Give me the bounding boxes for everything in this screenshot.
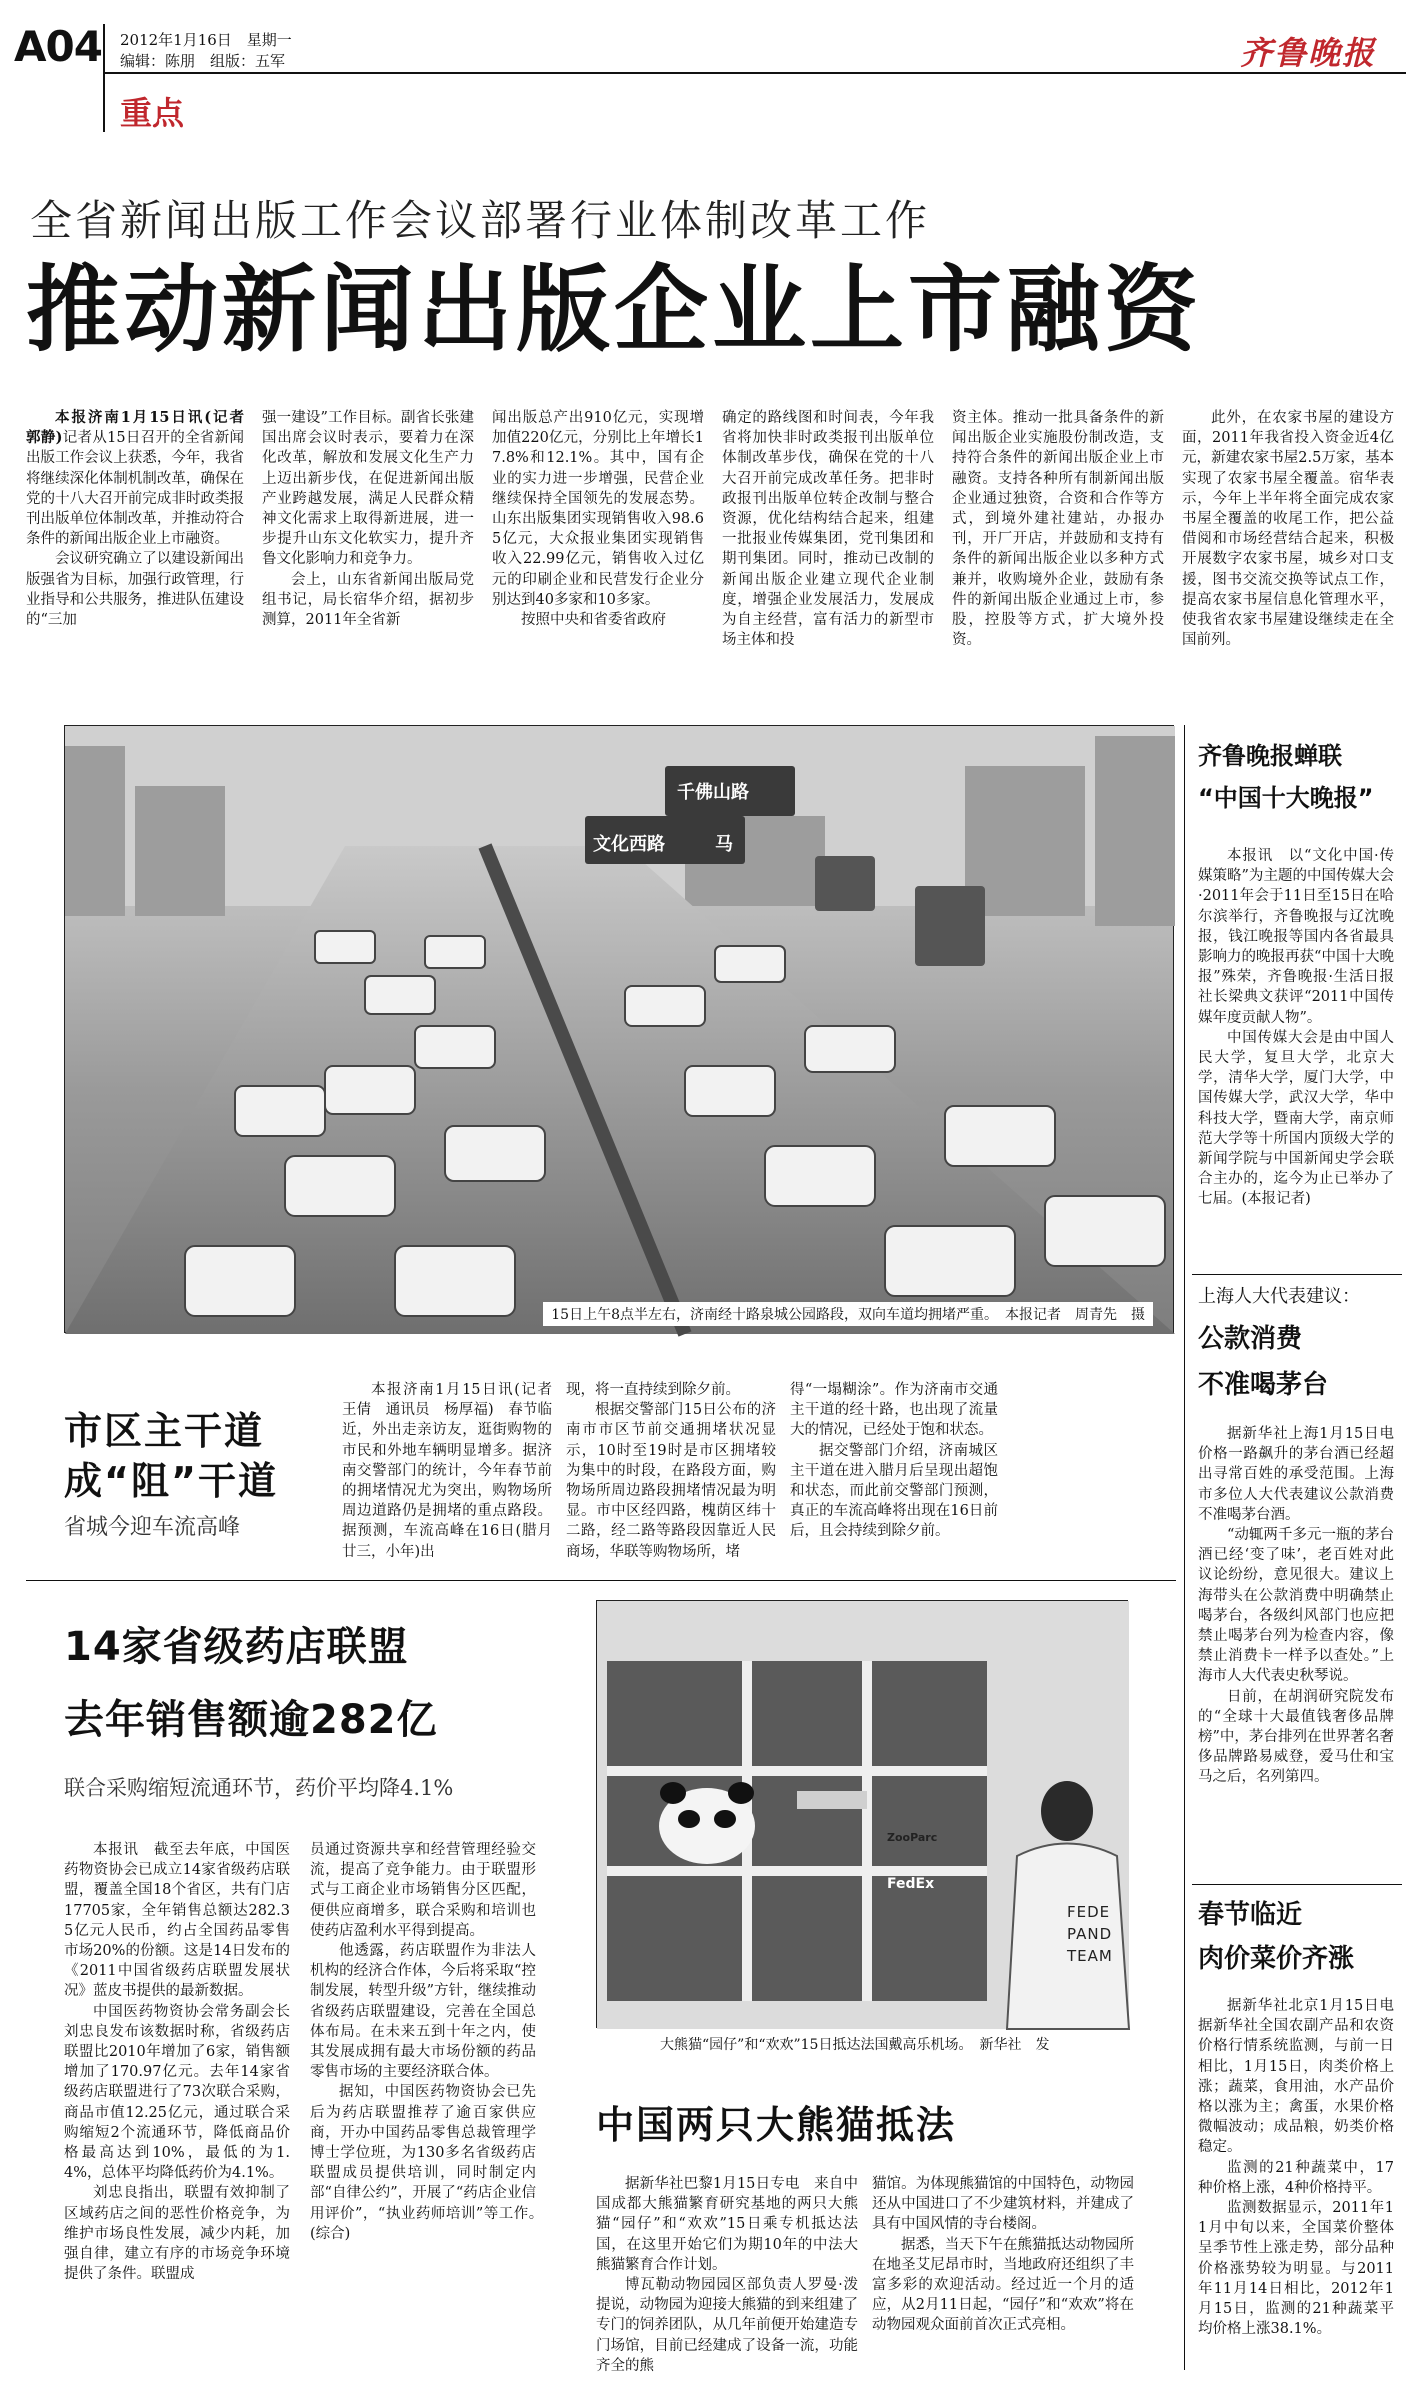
sidebar-story2-title-line2: 不准喝茅台 [1198,1370,1329,1400]
lead-col6-text: 此外，在农家书屋的建设方面，2011年我省投入资金近4亿元，新建农家书屋2.5万家，基本实现了农家书屋全覆盖。宿华表示，今年上半年将全面完成农家书屋全覆盖的收尾工作，把公益借阅和市场经营结合起来，积极开展数字农家书屋，城乡对口支援，图书交流交换等试点工作，提高农家书屋信息化管理水平，使我省农家书屋建设继续走在全国前列。 [1182,410,1394,649]
panda-col1b-text: 博瓦勒动物园园区部负责人罗曼·泼提说，动物园为迎接大熊猫的到来组建了专门的饲养团队，从几年前便开始建造专门场馆，目前已经建成了设备一流，功能齐全的熊 [596,2277,858,2374]
masthead-rule [103,72,1406,74]
sidebar-story2-p2: “动辄两千多元一瓶的茅台酒已经‘变了味’，老百姓对此议论纷纷，意见很大。建议上海带头在公款消费中明确禁止喝茅台，各级纠风部门也应把禁止喝茅台列为检查内容，像禁止消费卡一样予以查处。”上海市人大代表史秋琴说。 [1198,1527,1394,1685]
lead-col2b-text: 会上，山东省新闻出版局党组书记，局长宿华介绍，据初步测算，2011年全省新 [262,571,474,629]
pharmacy-subtitle: 联合采购缩短流通环节，药价平均降4.1% [64,1776,454,1800]
sidebar-story3-body [1198,1996,1409,2374]
sidebar-story3-p3: 监测数据显示，2011年11月中旬以来，全国菜价整体呈季节性上涨走势，部分品种价格涨势较为明显。与2011年11月14日相比，2012年1月15日，监测的21种蔬菜平均价格上涨38.1%。 [1198,2200,1394,2338]
sidebar-story2-kicker: 上海人大代表建议： [1198,1286,1360,1307]
lead-col1b-text: 会议研究确立了以建设新闻出版强省为目标，加强行政管理，行业指导和公共服务，推进队伍建设的“三加 [26,551,244,629]
sidebar-story2-title-line1: 公款消费 [1198,1324,1303,1354]
section-title: 重点 [120,94,185,132]
sidebar-rule-2 [1192,1884,1402,1885]
pharmacy-col1b-text: 中国医药物资协会常务副会长刘忠良发布该数据时称，省级药店联盟比2010年增加了6家，销售额增加了170.97亿元。去年14家省级药店联盟进行了73次联合采购，商品市值12.25亿元，通过联合采购缩短2个流通环节，降低商品价格最高达到10%，最低的为1.4%，总体平均降低药价为4.1%。 [64,2003,290,2182]
pharmacy-col-2 [310,1840,551,2370]
traffic-col2b-text: 根据交警部门15日公布的济南市市区节前交通拥堵状况显示，10时至19时是市区拥堵较为集中的时段，在路段方面，购物场所周边路段拥堵情况最为明显。市中区经四路，槐荫区纬十二路，经二路等路段因靠近人民商场，华联等购物场所，堵 [566,1402,776,1560]
pharmacy-col1-text: 本报讯 截至去年底，中国医药物资协会已成立14家省级药店联盟，覆盖全国18个省区，共有门店17705家，全年销售总额达282.35亿元人民币，约占全国药品零售市场20%的份额。这是14日发布的《2011中国省级药店联盟发展状况》蓝皮书提供的最新数据。 [64,1842,290,2000]
road-sign-c: 马 [715,834,733,855]
panda-col-1 [596,2174,858,2374]
lead-col-3 [492,408,704,702]
lead-col4-text: 确定的路线图和时间表，今年我省将加快非时政类报刊出版单位体制改革步伐，确保在党的十八大召开前完成改革任务。把非时政报刊出版单位转企改制与整合资源，优化结构结合起来，组建一批报业传媒集团，党刊集团和期刊集团。同时，推动已改制的新闻出版企业建立现代企业制度，增强企业发展活力，发展成为自主经营，富有活力的新型市场主体和投 [722,410,934,649]
pharmacy-title-line1: 14家省级药店联盟 [64,1624,409,1670]
crate-label-zooparc: ZooParc [887,1831,938,1844]
lead-col1-text: 记者从15日召开的全省新闻出版工作会议上获悉，今年，我省将继续深化体制机制改革，确保在党的十八大召开前完成非时政类报刊出版单位体制改革，并推动符合条件的新闻出版企业上市融资。 [26,430,244,548]
lead-col3-text: 闻出版总产出910亿元，实现增加值220亿元，分别比上年增长17.8%和12.1%。其中，国有企业的实力进一步增强，民营企业继续保持全国领先的发展态势。山东出版集团实现销售收入98.65亿元，大众报业集团实现销售收入22.99亿元，销售收入过亿元的印刷企业和民营发行企业分别达到40多家和10多家。 [492,410,704,608]
pharmacy-col1c-text: 刘忠良指出，联盟有效抑制了区域药店之间的恶性价格竞争，为维护市场良性发展，减少内耗，加强自律，建立有序的市场竞争环境提供了条件。联盟成 [64,2185,290,2283]
panda-col-2 [872,2174,1134,2370]
page-number: A04 [14,22,102,71]
lead-col-1 [26,408,259,702]
lead-col3b-text: 按照中央和省委省政府 [521,612,666,629]
sidebar-story1-p1: 本报讯 以“文化中国·传媒策略”为主题的中国传媒大会·2011年会于11日至15日在哈尔滨举行，齐鲁晚报与辽沈晚报，钱江晚报等国内各省最具影响力的晚报再获“中国十大晚报”殊荣，齐鲁晚报·生活日报社长梁典文获评“2011中国传媒年度贡献人物”。 [1198,848,1394,1026]
sidebar-divider [1184,725,1185,2370]
lead-byline: 本报济南1月15日讯(记者 郭静) [26,409,259,447]
traffic-col3-text: 得“一塌糊涂”。作为济南市交通主干道的经十路，也出现了流量大的情况，已经处于饱和状态。 [790,1382,998,1439]
traffic-col-2 [566,1380,776,1570]
traffic-col2-text: 现，将一直持续到除夕前。 [566,1382,740,1398]
traffic-col-1 [342,1380,567,1570]
lead-col-6 [1182,408,1394,702]
crate-label-fedex: FedEx [887,1876,935,1892]
traffic-photo-image [65,726,1175,1334]
traffic-col-3 [790,1380,998,1570]
pharmacy-title-line2: 去年销售额逾282亿 [64,1697,438,1743]
editors-credit: 编辑：陈朋 组版：五军 [120,52,286,70]
lead-col2-text: 强一建设”工作目标。副省长张建国出席会议时表示，要着力在深化改革，解放和发展文化生产力上迈出新步伐，在促进新闻出版产业跨越发展，满足人民群众精神文化需求上取得新进展，进一步提升山东文化软实力，提升齐鲁文化影响力和竞争力。 [262,410,474,568]
panda-col2b-text: 据悉，当天下午在熊猫抵达动物园所在地圣艾尼昂市时，当地政府还组织了丰富多彩的欢迎活动。经过近一个月的适应，从2月11日起，“园仔”和“欢欢”将在动物园观众面前首次正式亮相。 [872,2236,1134,2334]
lead-kicker: 全省新闻出版工作会议部署行业体制改革工作 [30,196,931,245]
panda-photo-image [597,1601,1129,2029]
sidebar-story2-body [1198,1424,1409,1876]
traffic-title-line2: 成“阻”干道 [64,1459,278,1503]
sidebar-story3-p1: 据新华社北京1月15日电 据新华社全国农副产品和农资价格行情系统监测，与前一日相比，1月15日，肉类价格上涨；蔬菜，食用油，水产品价格以涨为主；禽蛋，水果价格微幅波动；成品粮，奶类价格稳定。 [1198,1998,1409,2156]
sidebar-story1-body [1198,846,1394,1266]
sidebar-story3-title-line1: 春节临近 [1198,1900,1303,1930]
vest-label: FEDE PAND TEAM [1067,1903,1113,1965]
traffic-bottom-rule [26,1580,1176,1581]
issue-date: 2012年1月16日 星期一 [120,31,292,49]
panda-photo [596,1600,1128,2028]
lead-col-2 [262,408,474,702]
sidebar-story1-title-line2: “中国十大晚报” [1198,784,1374,812]
panda-col1-text: 据新华社巴黎1月15日专电 来自中国成都大熊猫繁育研究基地的两只大熊猫“园仔”和“欢欢”15日乘专机抵达法国，在这里开始它们为期10年的中法大熊猫繁育合作计划。 [596,2176,858,2273]
lead-col5-text: 资主体。推动一批具备条件的新闻出版企业实施股份制改造，支持符合条件的新闻出版企业上市融资。支持各种所有制新闻出版企业通过独资，合资和合作等方式，到境外建社建站，办报办刊，开厂开店，并鼓励和支持有条件的新闻出版企业以多种方式兼并，收购境外企业，鼓励有条件的新闻出版企业通过上市，参股，控股等方式，扩大境外投资。 [952,410,1164,649]
lead-headline: 推动新闻出版企业上市融资 [26,256,1203,365]
traffic-photo-caption: 15日上午8点半左右，济南经十路泉城公园路段，双向车道均拥堵严重。 本报记者 周青先 摄 [543,1302,1153,1326]
lead-col-4 [722,408,934,702]
masthead-divider [103,24,105,132]
traffic-col1-text: 本报济南1月15日讯(记者 王倩 通讯员 杨厚福) 春节临近，外出走亲访友，逛街购物的市民和外地车辆明显增多。据济南交警部门的统计，今年春节前的拥堵情况尤为突出，购物场所周边道路仍是拥堵的重点路段。据预测，车流高峰在16日(腊月廿三，小年)出 [342,1382,567,1560]
sidebar-rule-1 [1192,1274,1402,1275]
panda-photo-caption: 大熊猫“园仔”和“欢欢”15日抵达法国戴高乐机场。 新华社 发 [660,2037,1050,2053]
pharmacy-col-1 [64,1840,290,2370]
traffic-col3b-text: 据交警部门介绍，济南城区主干道在进入腊月后呈现出超饱和状态，而此前交警部门预测，真正的车流高峰将出现在16日前后，且会持续到除夕前。 [790,1442,998,1540]
road-sign-b: 文化西路 [593,834,665,855]
traffic-title-line1: 市区主干道 [64,1409,265,1453]
traffic-photo [64,725,1174,1333]
traffic-subtitle: 省城今迎车流高峰 [64,1515,241,1540]
sidebar-story1-p2: 中国传媒大会是由中国人民大学，复旦大学，北京大学，清华大学，厦门大学，中国传媒大学，武汉大学，华中科技大学，暨南大学，南京师范大学等十所国内顶级大学的新闻学院与中国新闻史学会联合主办的，迄今为止已举办了七届。(本报记者) [1198,1029,1394,1208]
sidebar-story3-p2: 监测的21种蔬菜中，17种价格上涨，4种价格持平。 [1198,2159,1394,2196]
pharmacy-col2-text: 员通过资源共享和经营管理经验交流，提高了竞争能力。由于联盟形式与工商企业市场销售分区匹配，便供应商增多，联合采购和培训也使药店盈利水平得到提高。 [310,1842,536,1939]
panda-title: 中国两只大熊猫抵法 [596,2103,957,2147]
sidebar-story1-title-line1: 齐鲁晚报蝉联 [1198,742,1342,770]
road-sign-a: 千佛山路 [677,782,749,803]
lead-col-5 [952,408,1164,702]
paper-logo: 齐鲁晚报 [1240,34,1377,72]
sidebar-story2-p1: 据新华社上海1月15日电 价格一路飙升的茅台酒已经超出寻常百姓的承受范围。上海市多位人大代表建议公款消费不准喝茅台酒。 [1198,1426,1409,1523]
pharmacy-col2c-text: 据知，中国医药物资协会已先后为药店联盟推荐了逾百家供应商，开办中国药品零售总裁管理学博士学位班，为130多名省级药店联盟成员提供培训，同时制定内部“自律公约”，开展了“药店企业信用评价”，“执业药师培训”等工作。 (综合) [310,2084,551,2242]
panda-col2-text: 猫馆。为体现熊猫馆的中国特色，动物园还从中国进口了不少建筑材料，并建成了具有中国风情的寺台楼阁。 [872,2176,1134,2233]
sidebar-story3-title-line2: 肉价菜价齐涨 [1198,1944,1355,1974]
sidebar-story2-p3: 日前，在胡润研究院发布的“全球十大最值钱奢侈品牌榜”中，茅台排列在世界著名奢侈品牌路易威登，爱马仕和宝马之后，名列第四。 [1198,1688,1394,1786]
pharmacy-col2b-text: 他透露，药店联盟作为非法人机构的经济合作体，今后将采取“控制发展，转型升级”方针，继续推动省级药店联盟建设，完善在全国总体布局。在未来五到十年之内，使其发展成拥有最大市场份额的药品零售市场的主要经济联合体。 [310,1943,536,2081]
